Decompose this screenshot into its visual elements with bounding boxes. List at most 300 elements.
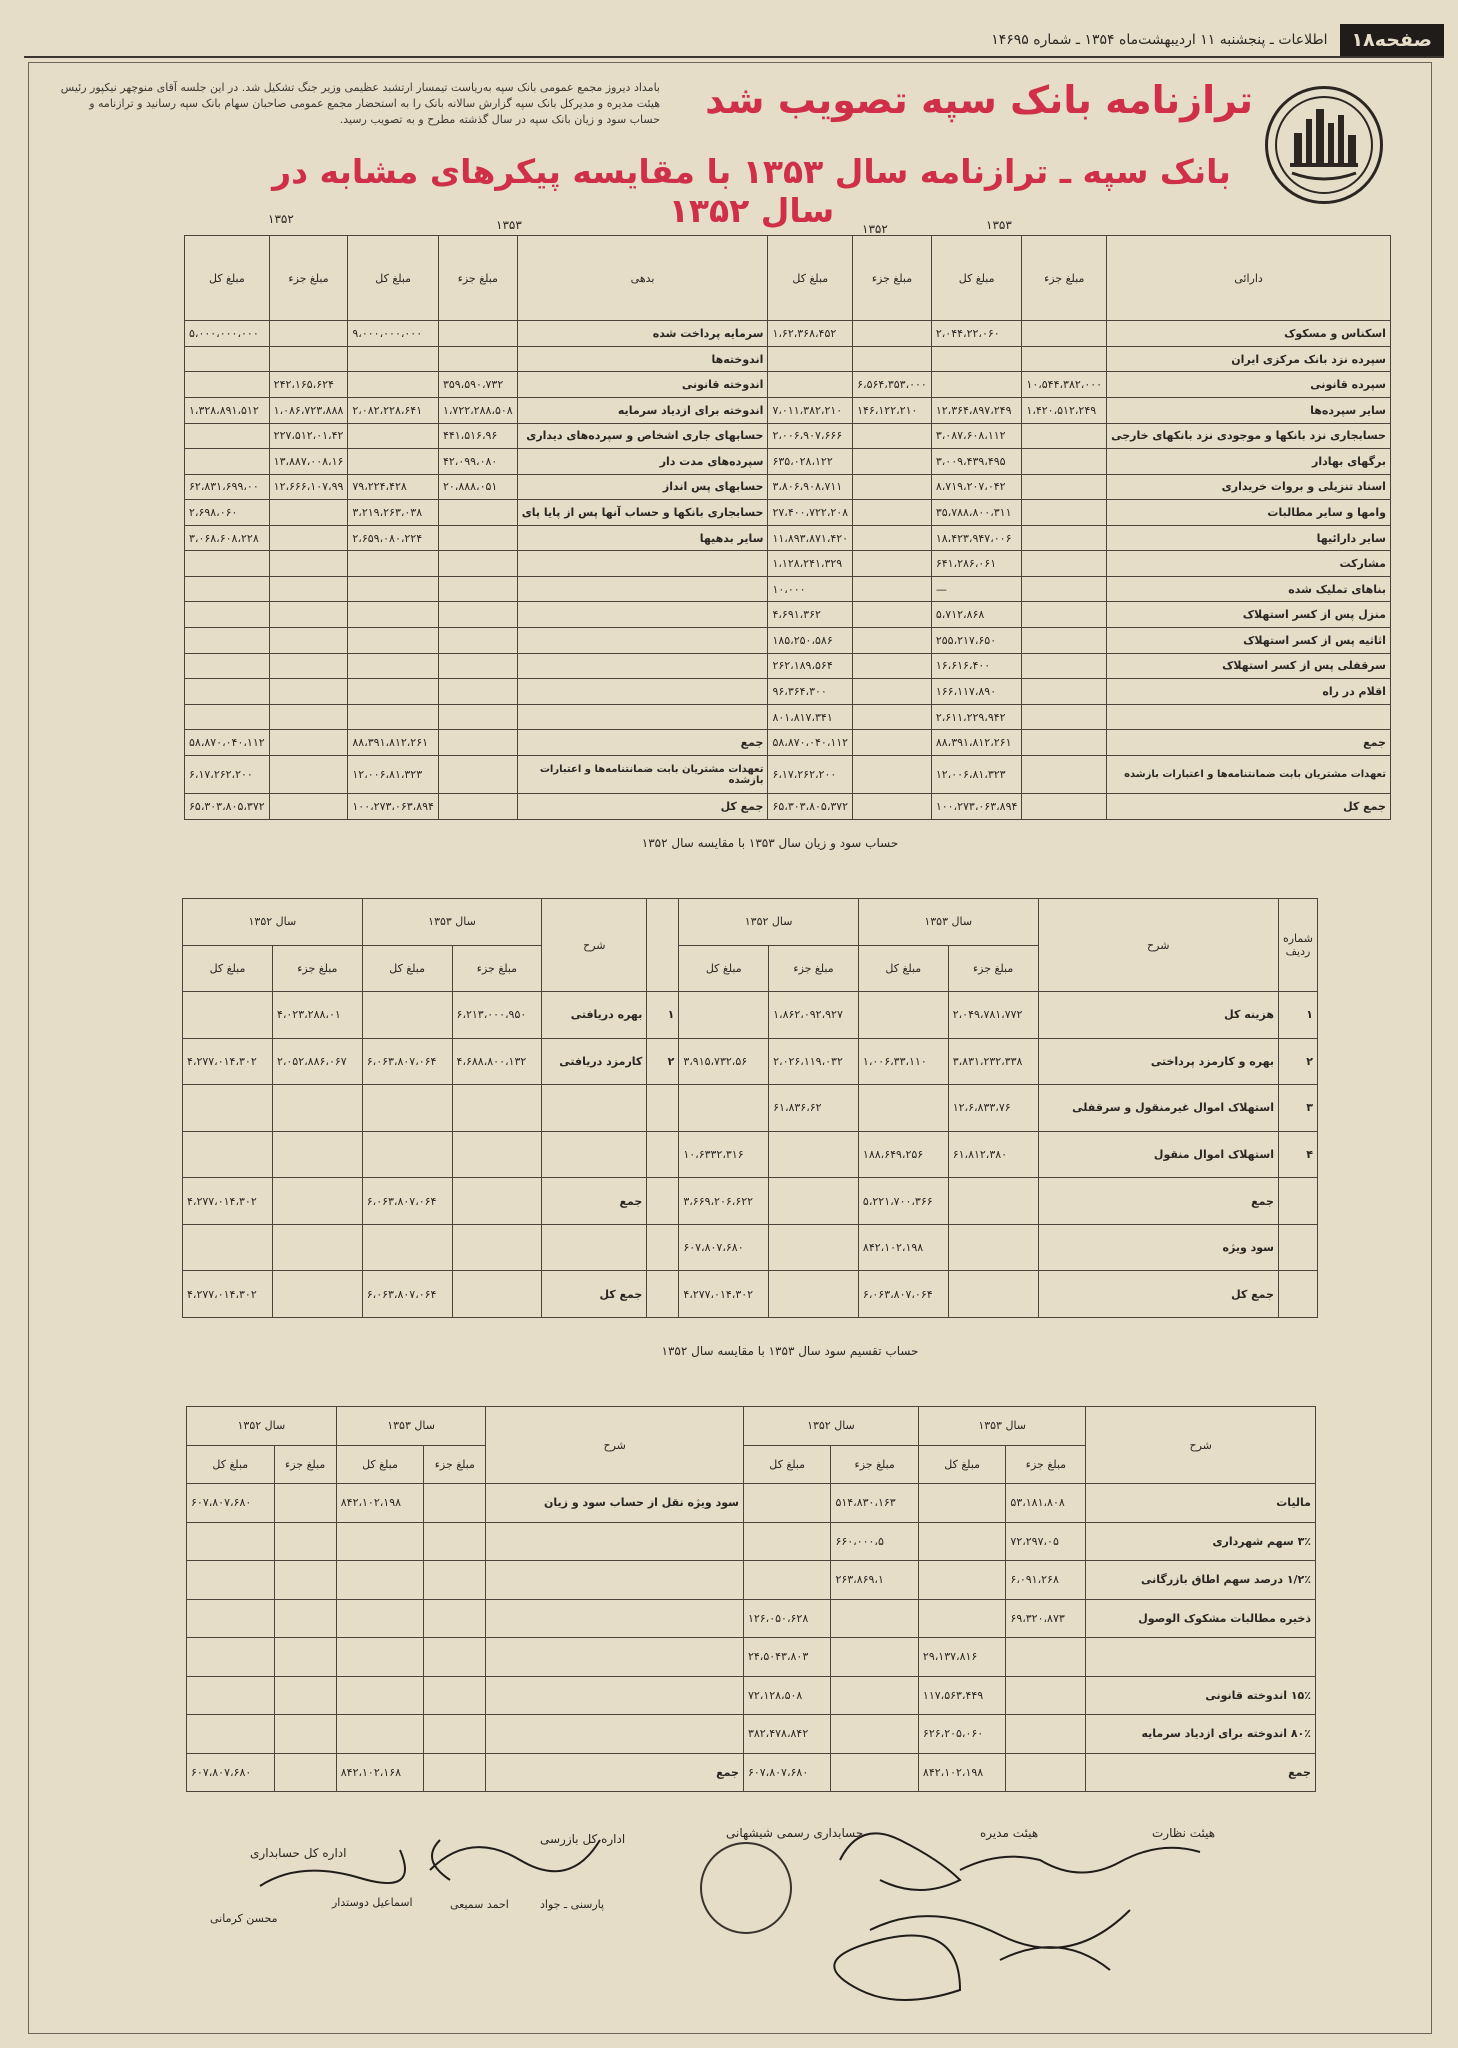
bs-asset-p-total: ۲۶۲،۱۸۹،۵۶۴ xyxy=(768,653,853,679)
bs-asset-c-part xyxy=(1022,423,1107,449)
bs-asset-p-total xyxy=(768,346,853,372)
bs-liab-c-part xyxy=(438,346,517,372)
pl-debit-c-total: ۱۸۸،۶۴۹،۲۵۶ xyxy=(858,1131,948,1178)
pl-empty xyxy=(1278,1224,1317,1271)
bs-asset-p-total: ۲،۰۰۶،۹۰۷،۶۶۶ xyxy=(768,423,853,449)
bs-asset-p-total: ۱،۶۲،۳۶۸،۴۵۲ xyxy=(768,321,853,347)
auditor-stamp xyxy=(700,1842,792,1934)
bs-liab-label xyxy=(517,679,768,705)
ds-empty xyxy=(424,1561,486,1600)
bs-liab-p-total: ۵،۰۰۰،۰۰۰،۰۰۰ xyxy=(185,321,270,347)
ds-c-total xyxy=(918,1561,1005,1600)
sig-auditor-label: حسابداری رسمی شیشهانی xyxy=(726,1826,864,1840)
pl-grand-label: جمع کل xyxy=(1038,1271,1278,1318)
bs-asset-c-total: ۳،۰۸۷،۶۰۸،۱۱۲ xyxy=(931,423,1022,449)
ds-p-part: ۵۱۴،۸۳۰،۱۶۳ xyxy=(831,1484,918,1523)
pl-empty xyxy=(183,1224,273,1271)
pl-debit-c-part: ۶۱،۸۱۲،۳۸۰ xyxy=(948,1131,1038,1178)
bs-commitments-label-liab: تعهدات مشتریان بابت ضمانتنامه‌ها و اعتبارات بازشده xyxy=(517,756,768,794)
ds-c-part xyxy=(1006,1715,1086,1754)
bs-asset-p-part xyxy=(853,602,932,628)
pl-credit-c-part: ۴،۶۸۸،۸۰۰،۱۳۲ xyxy=(452,1038,542,1085)
pl-empty xyxy=(647,1178,679,1225)
pl-net-c: ۸۴۲،۱۰۲،۱۹۸ xyxy=(858,1224,948,1271)
bs-asset-p-part xyxy=(853,500,932,526)
pl-debit-p-total: ۱۰،۶۳۳۲،۳۱۶ xyxy=(679,1131,769,1178)
pl-empty xyxy=(452,1224,542,1271)
bs-asset-label: حسابجاری نزد بانکها و موجودی نزد بانکهای خارجی xyxy=(1107,423,1391,449)
pl-sub-c-part: مبلغ جزء xyxy=(948,945,1038,992)
ds-header-row xyxy=(187,1407,1316,1446)
pl-sum-label: جمع xyxy=(1038,1178,1278,1225)
ds-c-part: ۶،۰۹۱،۲۶۸ xyxy=(1006,1561,1086,1600)
ds-c-part: ۵۳،۱۸۱،۸۰۸ xyxy=(1006,1484,1086,1523)
bs-asset-c-total xyxy=(931,372,1022,398)
pl-debit-p-total xyxy=(679,992,769,1039)
bs-asset-p-part xyxy=(853,679,932,705)
bs-commitments-c: ۱۲،۰۰۶،۸۱،۳۲۳ xyxy=(931,756,1022,794)
ds-caption: حساب تقسیم سود سال ۱۳۵۳ با مقایسه سال ۱۳۵۲ xyxy=(661,1344,919,1358)
ds-sub-cr-p-part: مبلغ جزء xyxy=(274,1445,336,1484)
bs-asset-c-part xyxy=(1022,576,1107,602)
bs-asset-c-total: ۱۸،۴۲۳،۹۴۷،۰۰۶ xyxy=(931,525,1022,551)
bs-asset-p-total: ۶۳۵،۰۲۸،۱۲۲ xyxy=(768,449,853,475)
bs-liab-label xyxy=(517,704,768,730)
ds-empty xyxy=(424,1676,486,1715)
pl-debit-p-part: ۲،۰۲۶،۱۱۹،۰۳۲ xyxy=(769,1038,859,1085)
pl-credit-p-part xyxy=(272,1085,362,1132)
pl-header-year-c-credit: سال ۱۳۵۳ xyxy=(362,899,542,946)
bs-liab-year-previous-label: ۱۳۵۲ xyxy=(268,212,294,226)
bs-asset-p-total: ۱۸۵،۲۵۰،۵۸۶ xyxy=(768,628,853,654)
bs-asset-c-part: ۱۰،۵۴۴،۳۸۲،۰۰۰ xyxy=(1022,372,1107,398)
bs-year-previous-label: ۱۳۵۲ xyxy=(862,222,888,236)
ds-empty xyxy=(336,1522,423,1561)
ds-row xyxy=(187,1638,1316,1677)
bs-liab-p-part: ۱۲،۶۶۶،۱۰۷،۹۹ xyxy=(269,474,348,500)
bs-commitments-lc: ۱۲،۰۰۶،۸۱،۳۲۳ xyxy=(348,756,439,794)
bs-grand-c: ۱۰۰،۲۷۳،۰۶۳،۸۹۴ xyxy=(931,794,1022,820)
sig-name-2: اسماعیل دوستدار xyxy=(332,1896,413,1909)
ds-row xyxy=(187,1522,1316,1561)
bs-asset-c-part xyxy=(1022,346,1107,372)
ds-c-total xyxy=(918,1522,1005,1561)
bs-liab-p-part xyxy=(269,679,348,705)
bs-header-c-total: مبلغ کل xyxy=(931,236,1022,321)
bs-liab-c-part: ۴۲،۰۹۹،۰۸۰ xyxy=(438,449,517,475)
balance-sheet-table xyxy=(184,235,1391,820)
bs-liab-c-total xyxy=(348,346,439,372)
bs-liab-label: سایر بدهیها xyxy=(517,525,768,551)
bs-asset-p-part xyxy=(853,321,932,347)
pl-credit-label: کارمزد دریافتی xyxy=(542,1038,647,1085)
ds-p-total xyxy=(743,1522,830,1561)
bs-empty xyxy=(438,794,517,820)
bs-liab-p-total: ۶۲،۸۳۱،۶۹۹،۰۰ xyxy=(185,474,270,500)
ds-row xyxy=(187,1561,1316,1600)
ds-empty xyxy=(187,1676,275,1715)
bs-liab-c-total xyxy=(348,423,439,449)
bs-liab-label: اندوخته برای ازدیاد سرمایه xyxy=(517,397,768,423)
bs-asset-p-part xyxy=(853,551,932,577)
bs-asset-p-total: ۷،۰۱۱،۳۸۲،۲۱۰ xyxy=(768,397,853,423)
pl-debit-p-total xyxy=(679,1085,769,1132)
dateline: اطلاعات ـ پنجشنبه ۱۱ اردیبهشت‌ماه ۱۳۵۴ ـ شماره ۱۴۶۹۵ xyxy=(991,32,1328,48)
pl-header-year-c: سال ۱۳۵۳ xyxy=(858,899,1038,946)
bs-liab-c-part xyxy=(438,679,517,705)
ds-label xyxy=(1086,1638,1316,1677)
pl-header-year-p: سال ۱۳۵۲ xyxy=(679,899,859,946)
ds-label: ۱۵٪ اندوخته قانونی xyxy=(1086,1676,1316,1715)
bs-empty xyxy=(853,794,932,820)
bs-subtotal-row xyxy=(185,730,1391,756)
bs-row xyxy=(185,397,1391,423)
bs-liab-c-total: ۲،۰۸۲،۲۲۸،۶۴۱ xyxy=(348,397,439,423)
bs-commitments-row xyxy=(185,756,1391,794)
bs-asset-p-part xyxy=(853,525,932,551)
bs-liab-c-part xyxy=(438,704,517,730)
ds-p-total: ۷۲،۱۲۸،۵۰۸ xyxy=(743,1676,830,1715)
pl-debit-no: ۴ xyxy=(1278,1131,1317,1178)
pl-credit-grand-c: ۶،۰۶۳،۸۰۷،۰۶۴ xyxy=(362,1271,452,1318)
pl-credit-no: ۲ xyxy=(647,1038,679,1085)
bs-liab-label: سرمایه پرداخت شده xyxy=(517,321,768,347)
bs-asset-c-total: ۲،۰۴۴،۲۲،۰۶۰ xyxy=(931,321,1022,347)
bs-subtotal-liab-c: ۸۸،۳۹۱،۸۱۲،۲۶۱ xyxy=(348,730,439,756)
pl-debit-label: بهره و کارمزد پرداختی xyxy=(1038,1038,1278,1085)
bs-asset-p-part xyxy=(853,704,932,730)
pl-net-p: ۶۰۷،۸۰۷،۶۸۰ xyxy=(679,1224,769,1271)
bs-row xyxy=(185,423,1391,449)
profit-loss-table xyxy=(182,898,1318,1318)
bs-asset-c-part xyxy=(1022,321,1107,347)
bs-liab-c-part xyxy=(438,628,517,654)
ds-empty xyxy=(424,1599,486,1638)
bs-liab-label xyxy=(517,576,768,602)
pl-credit-c-total: ۶،۰۶۳،۸۰۷،۰۶۴ xyxy=(362,1038,452,1085)
ds-empty xyxy=(187,1715,275,1754)
ds-p-part xyxy=(831,1676,918,1715)
article-intro: بامداد دیروز مجمع عمومی بانک سپه به‌ریاست تیمسار ارتشبد عظیمی وزیر جنگ تشکیل شد. در این جلسه آقای منوچهر نیکپور رئیس هیئت مدیره و مدیرکل بانک سپه گزارش سالانه بانک را به استحضار مجمع عمومی صاحبان سهام بانک سپه رسانید و ترازنامه و حساب سود و زیان بانک سپه در سال گذشته مطرح و به تصویب رسید. xyxy=(60,81,660,126)
pl-credit-no: ۱ xyxy=(647,992,679,1039)
bs-commitments-label: تعهدات مشتریان بابت ضمانتنامه‌ها و اعتبارات بازشده xyxy=(1107,756,1391,794)
bs-liab-p-total xyxy=(185,679,270,705)
bs-grand-lc: ۱۰۰،۲۷۳،۰۶۳،۸۹۴ xyxy=(348,794,439,820)
bs-header-assets: دارائی xyxy=(1107,236,1391,321)
pl-debit-c-total xyxy=(858,1085,948,1132)
bs-asset-label: سایر سپرده‌ها xyxy=(1107,397,1391,423)
bs-subtotal-liab-p: ۵۸،۸۷۰،۰۴۰،۱۱۲ xyxy=(185,730,270,756)
bs-liab-p-part: ۱،۰۸۶،۷۲۳،۸۸۸ xyxy=(269,397,348,423)
ds-row xyxy=(187,1484,1316,1523)
bs-liab-label: حسابهای جاری اشخاص و سپرده‌های دیداری xyxy=(517,423,768,449)
ds-empty xyxy=(274,1561,336,1600)
pl-debit-p-part: ۶۱،۸۳۶،۶۲ xyxy=(769,1085,859,1132)
ds-sub-cr-p-total: مبلغ کل xyxy=(187,1445,275,1484)
bs-liab-p-total: ۱،۳۲۸،۸۹۱،۵۱۲ xyxy=(185,397,270,423)
bs-liab-year-current-label: ۱۳۵۳ xyxy=(496,218,522,232)
pl-credit-p-total xyxy=(183,1085,273,1132)
bs-asset-p-part: ۶،۵۶۴،۳۵۳،۰۰۰ xyxy=(853,372,932,398)
bs-asset-label: اسناد تنزیلی و بروات خریداری xyxy=(1107,474,1391,500)
pl-credit-c-total xyxy=(362,992,452,1039)
bs-empty xyxy=(269,730,348,756)
bs-liab-c-part xyxy=(438,525,517,551)
ds-sum-p: ۶۰۷،۸۰۷،۶۸۰ xyxy=(743,1753,830,1792)
bs-row xyxy=(185,679,1391,705)
bs-grand-label-liab: جمع کل xyxy=(517,794,768,820)
ds-empty xyxy=(486,1561,744,1600)
ds-empty xyxy=(274,1715,336,1754)
ds-row xyxy=(187,1599,1316,1638)
bs-asset-c-total: ۳۵،۷۸۸،۸۰۰،۳۱۱ xyxy=(931,500,1022,526)
pl-debit-label: استهلاک اموال غیرمنقول و سرقفلی xyxy=(1038,1085,1278,1132)
bs-header-lp-total: مبلغ کل xyxy=(185,236,270,321)
pl-credit-sum-label: جمع xyxy=(542,1178,647,1225)
bs-asset-p-total: ۴،۶۹۱،۳۶۲ xyxy=(768,602,853,628)
ds-empty xyxy=(424,1638,486,1677)
bs-header-p-part: مبلغ جزء xyxy=(853,236,932,321)
ds-p-part xyxy=(831,1715,918,1754)
ds-p-part xyxy=(831,1599,918,1638)
bs-row xyxy=(185,321,1391,347)
ds-sub-cr-c-part: مبلغ جزء xyxy=(424,1445,486,1484)
ds-p-total: ۱۲۶،۰۵۰،۶۲۸ xyxy=(743,1599,830,1638)
bs-asset-p-part xyxy=(853,628,932,654)
pl-credit-c-part xyxy=(452,1085,542,1132)
bs-liab-p-part xyxy=(269,321,348,347)
bs-row xyxy=(185,449,1391,475)
pl-header-desc: شرح xyxy=(1038,899,1278,992)
pl-credit-grand-label: جمع کل xyxy=(542,1271,647,1318)
bs-liab-c-part xyxy=(438,321,517,347)
pl-credit-p-part: ۴،۰۲۳،۲۸۸،۰۱ xyxy=(272,992,362,1039)
bs-liab-c-total xyxy=(348,449,439,475)
bs-asset-label: وامها و سایر مطالبات xyxy=(1107,500,1391,526)
bs-header-liabilities: بدهی xyxy=(517,236,768,321)
pl-row xyxy=(183,1131,1318,1178)
pl-net-row xyxy=(183,1224,1318,1271)
pl-caption: حساب سود و زیان سال ۱۳۵۳ با مقایسه سال ۱۳۵۲ xyxy=(641,836,899,850)
bs-liab-c-part: ۲۰،۸۸۸،۰۵۱ xyxy=(438,474,517,500)
bs-asset-c-part xyxy=(1022,653,1107,679)
ds-empty xyxy=(187,1599,275,1638)
ds-empty xyxy=(336,1715,423,1754)
pl-grand-p: ۴،۲۷۷،۰۱۴،۳۰۲ xyxy=(679,1271,769,1318)
pl-debit-label: هزینه کل xyxy=(1038,992,1278,1039)
pl-empty xyxy=(769,1224,859,1271)
pl-empty xyxy=(948,1271,1038,1318)
bs-subtotal-label-liab: جمع xyxy=(517,730,768,756)
bs-header-p-total: مبلغ کل xyxy=(768,236,853,321)
bs-liab-p-total xyxy=(185,423,270,449)
bs-asset-label: سایر دارائیها xyxy=(1107,525,1391,551)
bs-asset-c-part xyxy=(1022,551,1107,577)
pl-empty xyxy=(769,1271,859,1318)
pl-debit-p-part xyxy=(769,1131,859,1178)
bs-liab-c-total: ۹،۰۰۰،۰۰۰،۰۰۰ xyxy=(348,321,439,347)
bs-liab-c-total: ۷۹،۲۲۴،۴۲۸ xyxy=(348,474,439,500)
bs-asset-c-total: — xyxy=(931,576,1022,602)
pl-credit-no xyxy=(647,1131,679,1178)
bs-empty xyxy=(269,794,348,820)
bs-liab-p-part xyxy=(269,500,348,526)
ds-empty xyxy=(424,1715,486,1754)
bs-subtotal-assets-c: ۸۸،۳۹۱،۸۱۲،۲۶۱ xyxy=(931,730,1022,756)
ds-c-total xyxy=(918,1484,1005,1523)
pl-sum-c: ۵،۲۲۱،۷۰۰،۳۶۶ xyxy=(858,1178,948,1225)
bs-liab-p-total xyxy=(185,372,270,398)
bs-liab-c-total: ۲،۶۵۹،۰۸۰،۲۲۴ xyxy=(348,525,439,551)
ds-sub-p-part: مبلغ جزء xyxy=(831,1445,918,1484)
bs-liab-p-total xyxy=(185,449,270,475)
bs-liab-c-part xyxy=(438,602,517,628)
pl-debit-p-part: ۱،۸۶۲،۰۹۲،۹۲۷ xyxy=(769,992,859,1039)
bs-row xyxy=(185,525,1391,551)
ds-empty xyxy=(486,1715,744,1754)
bs-liab-c-part xyxy=(438,576,517,602)
pl-empty xyxy=(1278,1178,1317,1225)
pl-debit-c-total xyxy=(858,992,948,1039)
pl-sub-cr-p-total: مبلغ کل xyxy=(183,945,273,992)
bs-asset-c-total: ۲۵۵،۲۱۷،۶۵۰ xyxy=(931,628,1022,654)
bs-asset-c-part xyxy=(1022,500,1107,526)
pl-empty xyxy=(647,1271,679,1318)
bs-empty xyxy=(269,756,348,794)
bs-asset-p-part xyxy=(853,423,932,449)
pl-empty xyxy=(769,1178,859,1225)
sig-accounting-label: اداره کل حسابداری xyxy=(250,1846,347,1860)
ds-p-total xyxy=(743,1484,830,1523)
bs-header-lp-part: مبلغ جزء xyxy=(269,236,348,321)
pl-header-year-p-credit: سال ۱۳۵۲ xyxy=(183,899,363,946)
bs-asset-p-part xyxy=(853,576,932,602)
bs-header-lc-total: مبلغ کل xyxy=(348,236,439,321)
page-number: صفحه۱۸ xyxy=(1340,24,1444,56)
bs-grand-p: ۶۵،۳۰۳،۸۰۵،۳۷۲ xyxy=(768,794,853,820)
bs-asset-p-part xyxy=(853,474,932,500)
ds-row xyxy=(187,1676,1316,1715)
ds-p-part xyxy=(831,1638,918,1677)
ds-empty xyxy=(486,1676,744,1715)
ds-source-c: ۸۴۲،۱۰۲،۱۹۸ xyxy=(336,1484,423,1523)
pl-credit-c-total xyxy=(362,1131,452,1178)
bs-asset-label: سپرده نزد بانک مرکزی ایران xyxy=(1107,346,1391,372)
bs-liab-p-total xyxy=(185,551,270,577)
bs-asset-p-total: ۲۷،۴۰۰،۷۲۲،۲۰۸ xyxy=(768,500,853,526)
bs-liab-p-part xyxy=(269,628,348,654)
ds-empty xyxy=(336,1638,423,1677)
bs-asset-label xyxy=(1107,704,1391,730)
bs-liab-c-total xyxy=(348,653,439,679)
bs-asset-c-total: ۶۴۱،۲۸۶،۰۶۱ xyxy=(931,551,1022,577)
pl-row xyxy=(183,992,1318,1039)
pl-sum-p: ۳،۶۶۹،۲۰۶،۶۲۲ xyxy=(679,1178,769,1225)
ds-header-year-c: سال ۱۳۵۳ xyxy=(918,1407,1086,1446)
bs-liab-p-total xyxy=(185,602,270,628)
bs-liab-c-total xyxy=(348,679,439,705)
pl-credit-c-total xyxy=(362,1085,452,1132)
bs-asset-label: اثاثیه پس از کسر استهلاک xyxy=(1107,628,1391,654)
bs-asset-c-part xyxy=(1022,628,1107,654)
bs-asset-p-total: ۱،۱۲۸،۲۴۱،۳۲۹ xyxy=(768,551,853,577)
bs-liab-p-total xyxy=(185,576,270,602)
bs-row xyxy=(185,602,1391,628)
bs-asset-c-part xyxy=(1022,704,1107,730)
ds-sub-cr-c-total: مبلغ کل xyxy=(336,1445,423,1484)
bs-liab-c-part xyxy=(438,551,517,577)
pl-debit-c-total: ۱،۰۰۶،۳۳،۱۱۰ xyxy=(858,1038,948,1085)
ds-empty xyxy=(187,1522,275,1561)
ds-c-part: ۷۲،۲۹۷،۰۵ xyxy=(1006,1522,1086,1561)
sig-name-1: محسن کرمانی xyxy=(210,1912,278,1925)
ds-credit-sum-label: جمع xyxy=(486,1753,744,1792)
ds-empty xyxy=(424,1522,486,1561)
ds-header-desc: شرح xyxy=(1086,1407,1316,1484)
bs-liab-label: حسابهای پس انداز xyxy=(517,474,768,500)
sig-name-3: پارسنی ـ جواد xyxy=(540,1898,605,1911)
pl-debit-label: استهلاک اموال منقول xyxy=(1038,1131,1278,1178)
pl-empty xyxy=(362,1224,452,1271)
bs-empty xyxy=(853,730,932,756)
bs-row xyxy=(185,346,1391,372)
bs-subtotal-label: جمع xyxy=(1107,730,1391,756)
bs-grand-total-row xyxy=(185,794,1391,820)
pl-sub-cr-c-part: مبلغ جزء xyxy=(452,945,542,992)
pl-row xyxy=(183,1038,1318,1085)
bs-asset-label: اقلام در راه xyxy=(1107,679,1391,705)
pl-sub-cr-p-part: مبلغ جزء xyxy=(272,945,362,992)
ds-label: ۸۰٪ اندوخته برای ازدیاد سرمایه xyxy=(1086,1715,1316,1754)
bs-row xyxy=(185,551,1391,577)
bs-empty xyxy=(853,756,932,794)
pl-credit-label xyxy=(542,1131,647,1178)
pl-credit-p-part xyxy=(272,1131,362,1178)
page-header xyxy=(24,24,1444,58)
bs-liab-p-part xyxy=(269,551,348,577)
bs-asset-p-part: ۱۴۶،۱۲۲،۲۱۰ xyxy=(853,397,932,423)
bs-commitments-p: ۶،۱۷،۲۶۲،۲۰۰ xyxy=(768,756,853,794)
pl-debit-no: ۳ xyxy=(1278,1085,1317,1132)
ds-sub-c-part: مبلغ جزء xyxy=(1006,1445,1086,1484)
bs-liab-label: سپرده‌های مدت دار xyxy=(517,449,768,475)
bs-asset-p-total: ۱۰،۰۰۰ xyxy=(768,576,853,602)
ds-empty xyxy=(831,1753,918,1792)
pl-empty xyxy=(542,1224,647,1271)
bs-row xyxy=(185,372,1391,398)
ds-p-part: ۲۶۳،۸۶۹،۱ xyxy=(831,1561,918,1600)
pl-empty xyxy=(1278,1271,1317,1318)
sig-name-4: احمد سمیعی xyxy=(450,1898,509,1911)
pl-empty xyxy=(948,1224,1038,1271)
bs-year-current-label: ۱۳۵۳ xyxy=(986,218,1012,232)
pl-credit-p-total xyxy=(183,1131,273,1178)
ds-credit-sum-p: ۶۰۷،۸۰۷،۶۸۰ xyxy=(187,1753,275,1792)
ds-empty xyxy=(187,1638,275,1677)
pl-body xyxy=(183,992,1318,1178)
bank-sepah-emblem xyxy=(1265,86,1383,204)
ds-header-year-c-credit: سال ۱۳۵۳ xyxy=(336,1407,486,1446)
bs-liab-label: حسابجاری بانکها و حساب آنها پس از پایا پای xyxy=(517,500,768,526)
pl-debit-p-total: ۳،۹۱۵،۷۳۲،۵۶ xyxy=(679,1038,769,1085)
pl-credit-label: بهره دریافتی xyxy=(542,992,647,1039)
pl-credit-sum-p: ۴،۲۷۷،۰۱۴،۳۰۲ xyxy=(183,1178,273,1225)
bs-row xyxy=(185,576,1391,602)
ds-c-total: ۶۲۶،۲۰۵،۰۶۰ xyxy=(918,1715,1005,1754)
bs-empty xyxy=(438,730,517,756)
bs-liab-label xyxy=(517,653,768,679)
ds-source-p: ۶۰۷،۸۰۷،۶۸۰ xyxy=(187,1484,275,1523)
